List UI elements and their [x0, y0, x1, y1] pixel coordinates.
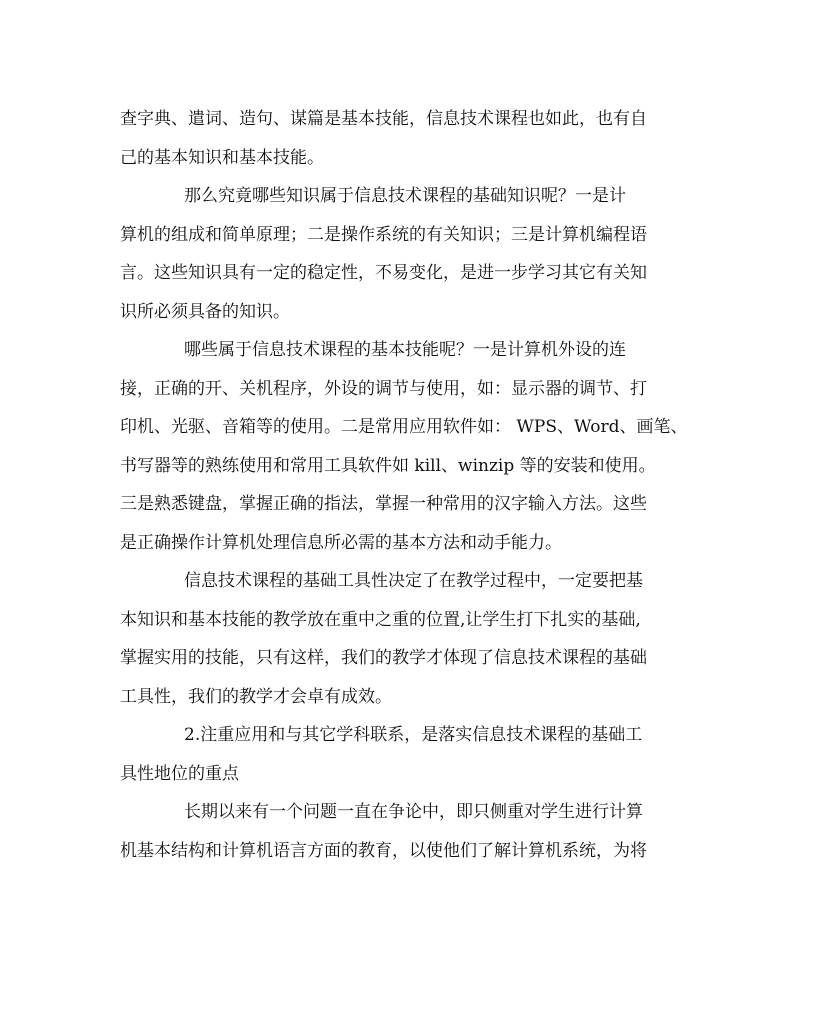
- section-heading-line: 2.注重应用和与其它学科联系，是落实信息技术课程的基础工: [184, 725, 643, 745]
- text-line: 算机的组成和简单原理；二是操作系统的有关知识；三是计算机编程语: [120, 224, 647, 245]
- text-line: 工具性，我们的教学才会卓有成效。: [120, 686, 392, 707]
- text-line: 本知识和基本技能的教学放在重中之重的位置,让学生打下扎实的基础,: [120, 609, 641, 630]
- text-line: 掌握实用的技能，只有这样，我们的教学才体现了信息技术课程的基础: [120, 648, 647, 668]
- section-heading-line: 具性地位的重点: [120, 763, 239, 784]
- text-line: 书写器等的熟练使用和常用工具软件如 kill、winzip 等的安装和使用。: [120, 455, 656, 476]
- document-body: [120, 100, 700, 870]
- text-line: 言。这些知识具有一定的稳定性，不易变化，是进一步学习其它有关知: [120, 263, 647, 283]
- text-line: 印机、光驱、音箱等的使用。二是常用应用软件如： WPS、Word、画笔、: [120, 417, 688, 437]
- text-line: 接，正确的开、关机程序，外设的调节与使用，如：显示器的调节、打: [120, 378, 647, 399]
- paragraph-start-line: 信息技术课程的基础工具性决定了在教学过程中，一定要把基: [184, 571, 643, 591]
- paragraph-start-line: 那么究竟哪些知识属于信息技术课程的基础知识呢？一是计: [184, 186, 626, 206]
- text-line: 是正确操作计算机处理信息所必需的基本方法和动手能力。: [120, 532, 562, 553]
- text-line: 机基本结构和计算机语言方面的教育，以使他们了解计算机系统，为将: [120, 840, 647, 861]
- paragraph-start-line: 哪些属于信息技术课程的基本技能呢？一是计算机外设的连: [184, 340, 626, 360]
- text-line: 三是熟悉键盘，掌握正确的指法，掌握一种常用的汉字输入方法。这些: [120, 494, 647, 514]
- text-line: 己的基本知识和基本技能。: [120, 147, 324, 168]
- paragraph-start-line: 长期以来有一个问题一直在争论中，即只侧重对学生进行计算: [184, 802, 643, 822]
- text-line: 识所必须具备的知识。: [120, 301, 290, 322]
- text-line: 查字典、遣词、造句、谋篇是基本技能，信息技术课程也如此，也有自: [120, 109, 647, 129]
